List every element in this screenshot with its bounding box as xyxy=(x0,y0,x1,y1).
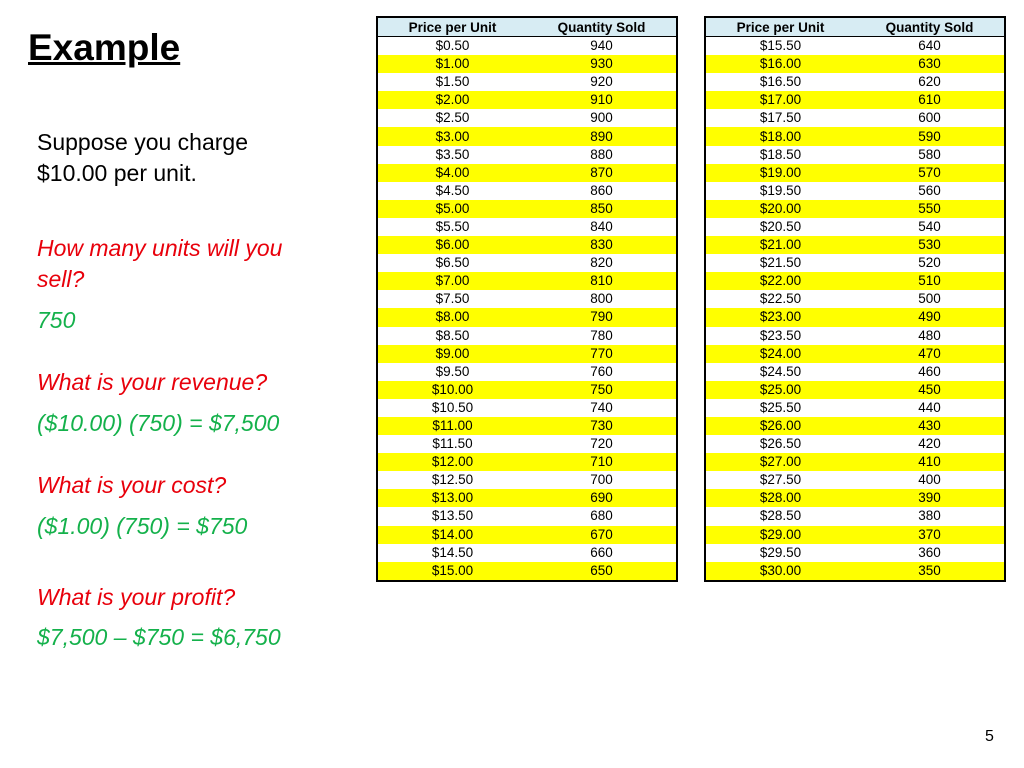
table-row xyxy=(377,164,677,182)
price-cell: $15.50 xyxy=(759,38,802,54)
price-cell: $29.00 xyxy=(705,526,855,544)
column-header-price: Price per Unit xyxy=(377,17,527,37)
price-cell: $20.50 xyxy=(759,218,802,234)
table-row xyxy=(705,182,1005,200)
answer-revenue: ($10.00) (750) = $7,500 xyxy=(37,410,280,436)
quantity-cell: 930 xyxy=(527,55,677,73)
table-header-row xyxy=(705,17,1005,37)
quantity-cell: 680 xyxy=(590,508,613,524)
table-row xyxy=(705,435,1005,453)
quantity-cell: 480 xyxy=(918,327,941,343)
column-header-quantity: Quantity Sold xyxy=(855,17,1005,37)
price-cell: $7.50 xyxy=(435,291,470,307)
price-cell: $12.50 xyxy=(431,472,474,488)
quantity-cell: 410 xyxy=(855,453,1005,471)
quantity-cell: 530 xyxy=(855,236,1005,254)
table-row xyxy=(377,526,677,544)
slide-title: Example xyxy=(28,27,181,68)
quantity-cell: 700 xyxy=(590,472,613,488)
price-cell: $22.50 xyxy=(759,291,802,307)
table-row xyxy=(705,381,1005,399)
table-row xyxy=(377,73,677,91)
quantity-cell: 360 xyxy=(918,544,941,560)
price-quantity-table-1 xyxy=(376,16,678,582)
table-row xyxy=(377,381,677,399)
intro-text xyxy=(37,127,337,189)
quantity-cell: 870 xyxy=(527,164,677,182)
table-row xyxy=(377,290,677,308)
quantity-cell: 570 xyxy=(855,164,1005,182)
price-cell: $28.00 xyxy=(705,489,855,507)
price-cell: $21.00 xyxy=(705,236,855,254)
quantity-cell: 760 xyxy=(590,363,613,379)
table-row xyxy=(705,218,1005,236)
table-row xyxy=(377,471,677,489)
table-row xyxy=(377,37,677,56)
price-cell: $25.00 xyxy=(705,381,855,399)
quantity-cell: 440 xyxy=(918,399,941,415)
price-cell: $1.50 xyxy=(435,74,470,90)
quantity-cell: 730 xyxy=(527,417,677,435)
price-cell: $11.50 xyxy=(432,436,473,452)
table-header-row xyxy=(377,17,677,37)
answer-cost: ($1.00) (750) = $750 xyxy=(37,513,248,539)
price-cell: $0.50 xyxy=(435,38,470,54)
table-row xyxy=(377,236,677,254)
quantity-cell: 660 xyxy=(590,544,613,560)
question-revenue: What is your revenue? xyxy=(37,369,268,395)
quantity-cell: 370 xyxy=(855,526,1005,544)
price-cell: $3.50 xyxy=(435,146,470,162)
table-row xyxy=(705,308,1005,326)
quantity-cell: 750 xyxy=(527,381,677,399)
quantity-cell: 840 xyxy=(590,218,613,234)
table-row xyxy=(705,200,1005,218)
table-row xyxy=(377,308,677,326)
table-row xyxy=(377,272,677,290)
price-cell: $4.50 xyxy=(435,182,470,198)
table-row xyxy=(377,55,677,73)
price-cell: $25.50 xyxy=(759,399,802,415)
price-cell: $24.00 xyxy=(705,345,855,363)
quantity-cell: 650 xyxy=(527,562,677,581)
price-cell: $14.50 xyxy=(431,544,474,560)
table-row xyxy=(377,146,677,164)
price-quantity-table-2 xyxy=(704,16,1006,582)
answer-units: 750 xyxy=(37,307,76,333)
price-cell: $26.00 xyxy=(705,417,855,435)
table-row xyxy=(705,127,1005,145)
answer-profit: $7,500 – $750 = $6,750 xyxy=(37,624,281,650)
quantity-cell: 590 xyxy=(855,127,1005,145)
question-units-line-2: sell? xyxy=(37,266,85,292)
quantity-cell: 510 xyxy=(855,272,1005,290)
quantity-cell: 640 xyxy=(918,38,941,54)
table-row xyxy=(705,55,1005,73)
price-cell: $29.50 xyxy=(759,544,802,560)
table-row xyxy=(377,200,677,218)
question-units xyxy=(37,233,337,295)
price-cell: $1.00 xyxy=(377,55,527,73)
table-row xyxy=(705,489,1005,507)
table-row xyxy=(377,544,677,562)
quantity-cell: 470 xyxy=(855,345,1005,363)
quantity-cell: 880 xyxy=(590,146,613,162)
price-cell: $12.00 xyxy=(377,453,527,471)
table-row xyxy=(377,327,677,345)
quantity-cell: 830 xyxy=(527,236,677,254)
price-cell: $18.00 xyxy=(705,127,855,145)
quantity-cell: 500 xyxy=(918,291,941,307)
table-row xyxy=(705,544,1005,562)
price-cell: $6.00 xyxy=(377,236,527,254)
price-cell: $27.50 xyxy=(759,472,802,488)
price-cell: $23.50 xyxy=(759,327,802,343)
quantity-cell: 460 xyxy=(918,363,941,379)
table-row xyxy=(377,399,677,417)
table-row xyxy=(705,345,1005,363)
price-cell: $17.50 xyxy=(759,110,802,126)
table-row xyxy=(705,417,1005,435)
table-row xyxy=(377,417,677,435)
price-cell: $19.00 xyxy=(705,164,855,182)
quantity-cell: 610 xyxy=(855,91,1005,109)
price-cell: $22.00 xyxy=(705,272,855,290)
price-cell: $19.50 xyxy=(759,182,802,198)
quantity-cell: 400 xyxy=(918,472,941,488)
table-row xyxy=(377,182,677,200)
price-cell: $14.00 xyxy=(377,526,527,544)
quantity-cell: 450 xyxy=(855,381,1005,399)
table-row xyxy=(377,435,677,453)
price-cell: $27.00 xyxy=(705,453,855,471)
column-header-quantity: Quantity Sold xyxy=(527,17,677,37)
table-row xyxy=(705,73,1005,91)
price-cell: $18.50 xyxy=(759,146,802,162)
price-cell: $20.00 xyxy=(705,200,855,218)
quantity-cell: 770 xyxy=(527,345,677,363)
price-cell: $24.50 xyxy=(759,363,802,379)
table-row xyxy=(705,164,1005,182)
table-row xyxy=(377,562,677,581)
price-cell: $2.50 xyxy=(435,110,470,126)
table-row xyxy=(705,146,1005,164)
intro-line-1: Suppose you charge xyxy=(37,129,248,155)
price-cell: $30.00 xyxy=(705,562,855,581)
price-cell: $10.50 xyxy=(431,399,474,415)
price-cell: $2.00 xyxy=(377,91,527,109)
question-cost: What is your cost? xyxy=(37,472,227,498)
price-cell: $3.00 xyxy=(377,127,527,145)
price-cell: $13.50 xyxy=(431,508,474,524)
quantity-cell: 710 xyxy=(527,453,677,471)
table-row xyxy=(705,254,1005,272)
table-row xyxy=(377,507,677,525)
table-row xyxy=(705,526,1005,544)
price-cell: $8.00 xyxy=(377,308,527,326)
quantity-cell: 690 xyxy=(527,489,677,507)
price-cell: $7.00 xyxy=(377,272,527,290)
price-cell: $9.50 xyxy=(435,363,470,379)
quantity-cell: 850 xyxy=(527,200,677,218)
table-row xyxy=(705,363,1005,381)
quantity-cell: 380 xyxy=(918,508,941,524)
table-row xyxy=(705,91,1005,109)
intro-line-2: $10.00 per unit. xyxy=(37,160,197,186)
table-row xyxy=(705,236,1005,254)
price-cell: $5.50 xyxy=(435,218,470,234)
price-cell: $10.00 xyxy=(377,381,527,399)
table-row xyxy=(377,218,677,236)
table-row xyxy=(705,453,1005,471)
question-units-line-1: How many units will you xyxy=(37,235,283,261)
price-cell: $8.50 xyxy=(435,327,470,343)
quantity-cell: 740 xyxy=(590,399,613,415)
quantity-cell: 600 xyxy=(918,110,941,126)
quantity-cell: 720 xyxy=(590,436,613,452)
quantity-cell: 550 xyxy=(855,200,1005,218)
price-cell: $15.00 xyxy=(377,562,527,581)
quantity-cell: 540 xyxy=(918,218,941,234)
quantity-cell: 620 xyxy=(918,74,941,90)
table-row xyxy=(705,399,1005,417)
quantity-cell: 580 xyxy=(918,146,941,162)
price-cell: $17.00 xyxy=(705,91,855,109)
table-row xyxy=(705,562,1005,581)
price-cell: $23.00 xyxy=(705,308,855,326)
quantity-cell: 670 xyxy=(527,526,677,544)
quantity-cell: 430 xyxy=(855,417,1005,435)
slide-number: 5 xyxy=(985,728,994,745)
quantity-cell: 490 xyxy=(855,308,1005,326)
table-row xyxy=(377,254,677,272)
quantity-cell: 940 xyxy=(590,38,613,54)
quantity-cell: 390 xyxy=(855,489,1005,507)
price-cell: $21.50 xyxy=(759,255,802,271)
price-cell: $16.00 xyxy=(705,55,855,73)
price-cell: $6.50 xyxy=(435,255,470,271)
table-row xyxy=(377,345,677,363)
quantity-cell: 860 xyxy=(590,182,613,198)
quantity-cell: 790 xyxy=(527,308,677,326)
question-profit: What is your profit? xyxy=(37,584,236,610)
quantity-cell: 820 xyxy=(590,255,613,271)
quantity-cell: 420 xyxy=(918,436,941,452)
column-header-price: Price per Unit xyxy=(705,17,855,37)
price-cell: $11.00 xyxy=(377,417,527,435)
table-row xyxy=(705,37,1005,56)
table-row xyxy=(377,127,677,145)
quantity-cell: 800 xyxy=(590,291,613,307)
price-cell: $9.00 xyxy=(377,345,527,363)
price-cell: $16.50 xyxy=(759,74,802,90)
quantity-cell: 890 xyxy=(527,127,677,145)
table-row xyxy=(377,109,677,127)
table-row xyxy=(705,290,1005,308)
quantity-cell: 910 xyxy=(527,91,677,109)
table-row xyxy=(705,507,1005,525)
price-cell: $5.00 xyxy=(377,200,527,218)
table-row xyxy=(705,272,1005,290)
table-row xyxy=(377,489,677,507)
quantity-cell: 900 xyxy=(590,110,613,126)
quantity-cell: 560 xyxy=(918,182,941,198)
quantity-cell: 810 xyxy=(527,272,677,290)
table-row xyxy=(705,327,1005,345)
quantity-cell: 630 xyxy=(855,55,1005,73)
price-cell: $13.00 xyxy=(377,489,527,507)
table-row xyxy=(705,109,1005,127)
quantity-cell: 920 xyxy=(590,74,613,90)
quantity-cell: 520 xyxy=(918,255,941,271)
price-cell: $4.00 xyxy=(377,164,527,182)
table-row xyxy=(377,363,677,381)
quantity-cell: 780 xyxy=(590,327,613,343)
table-row xyxy=(377,453,677,471)
quantity-cell: 350 xyxy=(855,562,1005,581)
table-row xyxy=(705,471,1005,489)
price-cell: $28.50 xyxy=(759,508,802,524)
table-row xyxy=(377,91,677,109)
price-cell: $26.50 xyxy=(759,436,802,452)
